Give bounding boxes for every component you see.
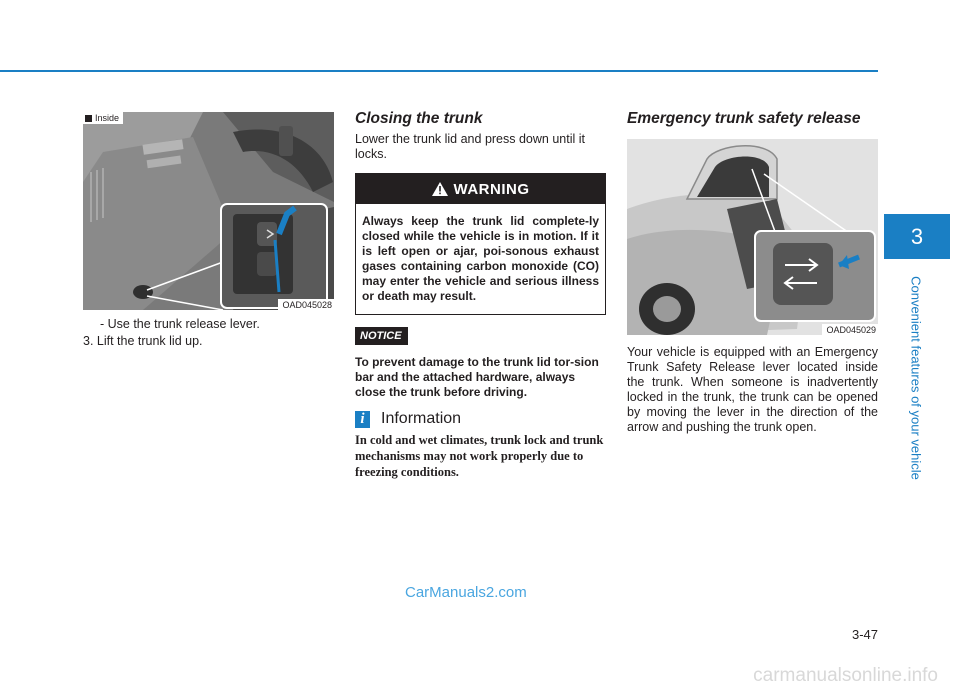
watermark-top[interactable]: CarManuals2.com	[405, 584, 527, 601]
figure-code: OAD045029	[822, 324, 878, 335]
header-rule	[0, 70, 878, 72]
notice-text: To prevent damage to the trunk lid tor-sion bar and the attached hardware, always close the trunk before driving.	[355, 355, 599, 399]
section-heading: Closing the trunk	[355, 110, 483, 127]
open-trunk-car-illustration	[627, 139, 878, 335]
section-heading: Emergency trunk safety release	[627, 110, 861, 127]
warning-box	[355, 173, 606, 315]
warning-header	[356, 174, 605, 204]
warning-triangle-icon	[432, 182, 448, 196]
page-number: 3-47	[851, 627, 878, 642]
figure-label	[83, 112, 123, 124]
info-icon: i	[355, 411, 370, 428]
warning-title: WARNING	[453, 180, 530, 198]
right-column	[627, 108, 878, 435]
chapter-title: Convenient features of your vehicle	[908, 276, 924, 480]
chapter-title-vertical	[906, 265, 926, 491]
figure-code: OAD045028	[278, 299, 334, 310]
warning-text: Always keep the trunk lid complete-ly closed while the vehicle is in motion. If it is left open or ajar, poi-sonous exhaust gases containing carbon monoxide (CO) may enter the vehicle and serious illness or death may result.	[362, 214, 599, 303]
information-text: In cold and wet climates, trunk lock and trunk mechanisms may not work properly due to freezing conditions.	[355, 433, 604, 479]
square-bullet-icon	[85, 115, 92, 122]
left-column	[83, 112, 334, 350]
section-body: Your vehicle is equipped with an Emergency Trunk Safety Release lever located inside the trunk. When someone is inadvertently locked in the trunk, the trunk can be opened by moving the lever in the direction of the arrow and pushing the trunk open.	[627, 345, 878, 434]
watermark-bottom: carmanualsonline.info	[753, 665, 938, 686]
step-list	[83, 316, 334, 350]
section-body: Lower the trunk lid and press down until it locks.	[355, 132, 585, 161]
step-item: - Use the trunk release lever.	[100, 317, 260, 331]
information-header	[355, 410, 606, 428]
emergency-release-figure	[627, 139, 878, 335]
car-interior-illustration	[83, 112, 334, 310]
notice-badge: NOTICE	[355, 327, 408, 345]
step-item: 3. Lift the trunk lid up.	[83, 334, 203, 348]
chapter-number-tab: 3	[884, 214, 950, 259]
figure-label-text: Inside	[95, 113, 120, 123]
information-title: Information	[381, 410, 462, 427]
middle-column	[355, 108, 606, 480]
trunk-release-lever-figure	[83, 112, 334, 310]
